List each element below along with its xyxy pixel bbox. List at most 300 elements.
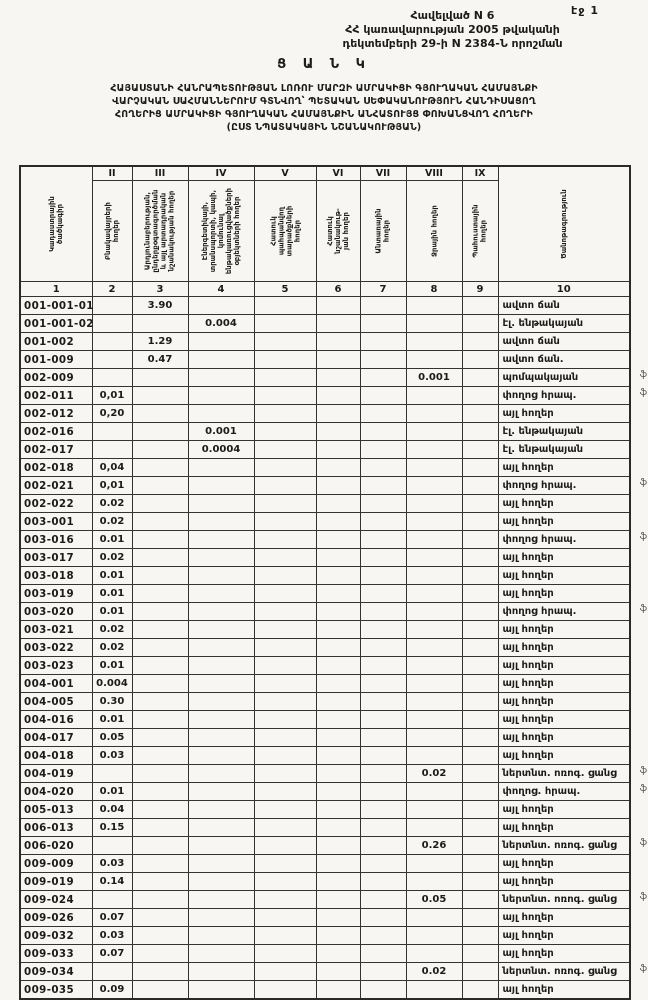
area-value-cell-c9	[462, 693, 498, 711]
area-value-cell-c3	[132, 513, 188, 531]
area-value-cell-c9	[462, 981, 498, 1000]
area-value-cell-c3	[132, 621, 188, 639]
note-text: փողոց հրապ.	[502, 390, 577, 401]
col-header-c3	[132, 181, 188, 282]
area-value-cell-c4	[188, 333, 254, 351]
cadastral-code-cell: 003-022	[20, 639, 92, 657]
table-row	[20, 855, 630, 873]
area-value-cell-c7	[360, 459, 406, 477]
area-value-cell-c7	[360, 819, 406, 837]
col-header-c8-label: Ջրային հողեր	[429, 205, 438, 257]
col-header-c6-label: Հատուկ նշանակութ- յան հողեր	[325, 208, 351, 254]
note-cell	[498, 585, 630, 603]
area-value-cell-c5	[254, 657, 316, 675]
note-cell	[498, 477, 646, 495]
col-header-c9-label: Պահուստային հողեր	[471, 204, 489, 258]
table-row	[20, 423, 630, 441]
table-row	[20, 891, 630, 909]
area-value-cell-c2: 0.07	[92, 909, 132, 927]
handwritten-margin-mark: ֆ	[639, 370, 646, 380]
area-value-cell-c4	[188, 513, 254, 531]
header-digit-row	[20, 282, 630, 297]
note-cell	[498, 819, 630, 837]
area-value-cell-c6	[316, 333, 360, 351]
note-cell	[498, 603, 646, 621]
cadastral-code-cell: 003-016	[20, 531, 92, 549]
area-value-cell-c5	[254, 513, 316, 531]
cadastral-code-cell: 003-020	[20, 603, 92, 621]
table-row	[20, 405, 630, 423]
area-value-cell-c3	[132, 585, 188, 603]
area-value-cell-c9	[462, 297, 498, 315]
col-header-c8	[406, 181, 462, 282]
area-value-cell-c7	[360, 963, 406, 981]
area-value-cell-c5	[254, 459, 316, 477]
area-value-cell-c9	[462, 819, 498, 837]
area-value-cell-c2: 0.05	[92, 729, 132, 747]
table-row	[20, 477, 630, 495]
area-value-cell-c3	[132, 657, 188, 675]
cadastral-code-cell: 004-018	[20, 747, 92, 765]
table-row	[20, 333, 630, 351]
area-value-cell-c7	[360, 333, 406, 351]
area-value-cell-c3	[132, 675, 188, 693]
note-text: այլ հողեր	[502, 930, 554, 941]
note-cell	[498, 693, 630, 711]
area-value-cell-c8	[406, 801, 462, 819]
col-index-4: 4	[188, 282, 254, 297]
area-value-cell-c7	[360, 369, 406, 387]
table-row	[20, 945, 630, 963]
note-text: այլ հողեր	[502, 696, 554, 707]
area-value-cell-c6	[316, 369, 360, 387]
table-row	[20, 603, 630, 621]
note-text: այլ հողեր	[502, 408, 554, 419]
note-text: այլ հողեր	[502, 588, 554, 599]
note-cell	[498, 891, 646, 909]
area-value-cell-c4: 0.004	[188, 315, 254, 333]
cadastral-code-cell: 009-026	[20, 909, 92, 927]
area-value-cell-c7	[360, 981, 406, 1000]
col-header-c7	[360, 181, 406, 282]
area-value-cell-c2: 0.30	[92, 693, 132, 711]
col-header-code-label: Կադաստրային ծածկագիր	[48, 196, 65, 252]
handwritten-margin-mark: ֆ	[639, 388, 646, 398]
area-value-cell-c9	[462, 423, 498, 441]
table-row	[20, 963, 630, 981]
area-value-cell-c7	[360, 549, 406, 567]
area-value-cell-c4	[188, 603, 254, 621]
col-index-10: 10	[498, 282, 630, 297]
note-cell	[498, 549, 630, 567]
area-value-cell-c6	[316, 513, 360, 531]
area-value-cell-c6	[316, 549, 360, 567]
area-value-cell-c3	[132, 747, 188, 765]
area-value-cell-c9	[462, 711, 498, 729]
area-value-cell-c9	[462, 585, 498, 603]
table-row	[20, 783, 630, 801]
area-value-cell-c8	[406, 711, 462, 729]
area-value-cell-c6	[316, 441, 360, 459]
cadastral-code-cell: 009-019	[20, 873, 92, 891]
note-text: ներտնտ. ոռոգ. ցանց	[502, 768, 617, 779]
area-value-cell-c7	[360, 945, 406, 963]
area-value-cell-c5	[254, 945, 316, 963]
area-value-cell-c8: 0.02	[406, 765, 462, 783]
col-header-c2-label: Բնակավայրերի հողեր	[103, 202, 120, 260]
area-value-cell-c2	[92, 315, 132, 333]
note-cell	[498, 459, 630, 477]
area-value-cell-c6	[316, 873, 360, 891]
cadastral-code-cell: 009-035	[20, 981, 92, 1000]
area-value-cell-c5	[254, 747, 316, 765]
area-value-cell-c2: 0,04	[92, 459, 132, 477]
area-value-cell-c8: 0.05	[406, 891, 462, 909]
area-value-cell-c5	[254, 405, 316, 423]
area-value-cell-c9	[462, 603, 498, 621]
area-value-cell-c2: 0.03	[92, 747, 132, 765]
note-text: ավտո ճան	[502, 300, 560, 311]
col-header-note-wrap	[499, 167, 630, 281]
cadastral-code-cell: 001-001-02	[20, 315, 92, 333]
area-value-cell-c3	[132, 783, 188, 801]
area-value-cell-c3	[132, 945, 188, 963]
area-value-cell-c5	[254, 639, 316, 657]
land-table	[19, 165, 646, 1000]
area-value-cell-c4: 0.0004	[188, 441, 254, 459]
note-cell	[498, 801, 630, 819]
area-value-cell-c4	[188, 693, 254, 711]
area-value-cell-c7	[360, 855, 406, 873]
note-text: փողոց. հրապ.	[502, 786, 581, 797]
area-value-cell-c6	[316, 495, 360, 513]
area-value-cell-c6	[316, 801, 360, 819]
note-text: ներտնտ. ոռոգ. ցանց	[502, 894, 617, 905]
area-value-cell-c8	[406, 441, 462, 459]
area-value-cell-c5	[254, 819, 316, 837]
area-value-cell-c5	[254, 909, 316, 927]
table-row	[20, 819, 630, 837]
area-value-cell-c6	[316, 405, 360, 423]
area-value-cell-c8: 0.02	[406, 963, 462, 981]
area-value-cell-c5	[254, 783, 316, 801]
col-header-c5	[254, 181, 316, 282]
document-subtitle	[24, 82, 624, 134]
area-value-cell-c8	[406, 945, 462, 963]
cadastral-code-cell: 003-017	[20, 549, 92, 567]
note-text: այլ հողեր	[502, 732, 554, 743]
area-value-cell-c9	[462, 639, 498, 657]
note-cell	[498, 945, 630, 963]
table-row	[20, 387, 630, 405]
area-value-cell-c2	[92, 891, 132, 909]
cadastral-code-cell: 004-019	[20, 765, 92, 783]
handwritten-margin-mark: ֆ	[639, 766, 646, 776]
cadastral-code-cell: 002-017	[20, 441, 92, 459]
area-value-cell-c5	[254, 495, 316, 513]
col-numeral-iii: III	[132, 166, 188, 181]
area-value-cell-c7	[360, 513, 406, 531]
table-row	[20, 351, 630, 369]
area-value-cell-c2: 0.004	[92, 675, 132, 693]
area-value-cell-c2: 0.01	[92, 783, 132, 801]
area-value-cell-c9	[462, 459, 498, 477]
table-row	[20, 531, 630, 549]
area-value-cell-c4	[188, 369, 254, 387]
area-value-cell-c8	[406, 477, 462, 495]
area-value-cell-c8	[406, 927, 462, 945]
handwritten-margin-mark: ֆ	[639, 838, 646, 848]
area-value-cell-c4	[188, 963, 254, 981]
area-value-cell-c5	[254, 441, 316, 459]
note-text: այլ հողեր	[502, 804, 554, 815]
table-row	[20, 927, 630, 945]
area-value-cell-c7	[360, 747, 406, 765]
note-text: այլ հողեր	[502, 822, 554, 833]
col-index-2: 2	[92, 282, 132, 297]
area-value-cell-c3	[132, 693, 188, 711]
area-value-cell-c7	[360, 567, 406, 585]
area-value-cell-c6	[316, 459, 360, 477]
area-value-cell-c4	[188, 495, 254, 513]
area-value-cell-c9	[462, 855, 498, 873]
table-row	[20, 513, 630, 531]
area-value-cell-c2: 0.02	[92, 549, 132, 567]
col-header-note	[498, 166, 630, 282]
area-value-cell-c8	[406, 531, 462, 549]
cadastral-code-cell: 003-023	[20, 657, 92, 675]
area-value-cell-c2: 0.02	[92, 621, 132, 639]
area-value-cell-c8	[406, 675, 462, 693]
area-value-cell-c5	[254, 891, 316, 909]
area-value-cell-c8: 0.001	[406, 369, 462, 387]
area-value-cell-c8	[406, 819, 462, 837]
area-value-cell-c8	[406, 585, 462, 603]
cadastral-code-cell: 009-024	[20, 891, 92, 909]
document-title: Ց Ա Ն Կ	[277, 57, 371, 72]
area-value-cell-c2: 0.03	[92, 855, 132, 873]
area-value-cell-c4	[188, 981, 254, 1000]
area-value-cell-c2	[92, 297, 132, 315]
area-value-cell-c6	[316, 297, 360, 315]
area-value-cell-c2: 0.15	[92, 819, 132, 837]
area-value-cell-c2: 0.04	[92, 801, 132, 819]
col-header-c3-wrap	[133, 181, 188, 281]
table-row	[20, 297, 630, 315]
col-header-c4-label: Էներգետիկայի, տրանսպորտի, կապի, կոմունալ ենթակառուցվածքների օբյեկտների հողեր	[200, 187, 242, 275]
cadastral-code-cell: 006-013	[20, 819, 92, 837]
area-value-cell-c5	[254, 315, 316, 333]
area-value-cell-c9	[462, 945, 498, 963]
area-value-cell-c6	[316, 657, 360, 675]
area-value-cell-c2	[92, 765, 132, 783]
note-text: էլ. ենթակայան	[502, 444, 584, 455]
area-value-cell-c8	[406, 315, 462, 333]
area-value-cell-c3	[132, 891, 188, 909]
area-value-cell-c3	[132, 963, 188, 981]
area-value-cell-c2: 0.01	[92, 531, 132, 549]
area-value-cell-c7	[360, 423, 406, 441]
area-value-cell-c2: 0.01	[92, 585, 132, 603]
area-value-cell-c9	[462, 963, 498, 981]
area-value-cell-c5	[254, 729, 316, 747]
note-cell	[498, 297, 630, 315]
area-value-cell-c5	[254, 963, 316, 981]
note-text: այլ հողեր	[502, 948, 554, 959]
area-value-cell-c9	[462, 405, 498, 423]
area-value-cell-c6	[316, 423, 360, 441]
area-value-cell-c4	[188, 531, 254, 549]
area-value-cell-c6	[316, 567, 360, 585]
area-value-cell-c3	[132, 855, 188, 873]
area-value-cell-c8	[406, 495, 462, 513]
area-value-cell-c4	[188, 927, 254, 945]
area-value-cell-c7	[360, 657, 406, 675]
area-value-cell-c3	[132, 729, 188, 747]
area-value-cell-c2: 0.01	[92, 603, 132, 621]
area-value-cell-c9	[462, 891, 498, 909]
area-value-cell-c5	[254, 369, 316, 387]
note-cell	[498, 783, 646, 801]
note-cell	[498, 837, 646, 855]
note-cell	[498, 531, 646, 549]
table-row	[20, 369, 630, 387]
area-value-cell-c4	[188, 585, 254, 603]
area-value-cell-c9	[462, 513, 498, 531]
handwritten-margin-mark: ֆ	[639, 532, 646, 542]
table-row	[20, 747, 630, 765]
area-value-cell-c3: 1.29	[132, 333, 188, 351]
col-header-c9-wrap	[463, 181, 498, 281]
table-row	[20, 693, 630, 711]
col-index-6: 6	[316, 282, 360, 297]
table-row	[20, 621, 630, 639]
area-value-cell-c4	[188, 801, 254, 819]
col-numeral-viii: VIII	[406, 166, 462, 181]
area-value-cell-c9	[462, 333, 498, 351]
col-header-c6-wrap	[317, 181, 360, 281]
area-value-cell-c5	[254, 531, 316, 549]
area-value-cell-c8: 0.26	[406, 837, 462, 855]
area-value-cell-c5	[254, 387, 316, 405]
area-value-cell-c5	[254, 873, 316, 891]
annex-line-3: դեկտեմբերի 29-ի N 2384-Ն որոշման	[342, 37, 563, 50]
area-value-cell-c6	[316, 711, 360, 729]
area-value-cell-c6	[316, 981, 360, 1000]
area-value-cell-c4: 0.001	[188, 423, 254, 441]
area-value-cell-c7	[360, 837, 406, 855]
area-value-cell-c4	[188, 729, 254, 747]
area-value-cell-c9	[462, 927, 498, 945]
cadastral-code-cell: 003-018	[20, 567, 92, 585]
area-value-cell-c7	[360, 693, 406, 711]
area-value-cell-c9	[462, 837, 498, 855]
area-value-cell-c2: 0,20	[92, 405, 132, 423]
area-value-cell-c8	[406, 621, 462, 639]
area-value-cell-c9	[462, 567, 498, 585]
area-value-cell-c4	[188, 387, 254, 405]
note-text: այլ հողեր	[502, 984, 554, 995]
cadastral-code-cell: 002-016	[20, 423, 92, 441]
cadastral-code-cell: 004-016	[20, 711, 92, 729]
area-value-cell-c5	[254, 603, 316, 621]
area-value-cell-c5	[254, 621, 316, 639]
area-value-cell-c3: 0.47	[132, 351, 188, 369]
area-value-cell-c9	[462, 531, 498, 549]
area-value-cell-c2	[92, 369, 132, 387]
col-header-c7-label: Անտառային հողեր	[374, 208, 392, 254]
area-value-cell-c8	[406, 639, 462, 657]
note-cell	[498, 747, 630, 765]
area-value-cell-c7	[360, 621, 406, 639]
col-header-c5-wrap	[255, 181, 316, 281]
area-value-cell-c5	[254, 585, 316, 603]
area-value-cell-c8	[406, 909, 462, 927]
area-value-cell-c6	[316, 387, 360, 405]
area-value-cell-c2: 0.07	[92, 945, 132, 963]
note-text: այլ հողեր	[502, 714, 554, 725]
area-value-cell-c8	[406, 657, 462, 675]
area-value-cell-c5	[254, 711, 316, 729]
area-value-cell-c9	[462, 495, 498, 513]
area-value-cell-c2	[92, 423, 132, 441]
area-value-cell-c4	[188, 459, 254, 477]
col-index-1: 1	[20, 282, 92, 297]
cadastral-code-cell: 009-032	[20, 927, 92, 945]
area-value-cell-c6	[316, 909, 360, 927]
cadastral-code-cell: 002-022	[20, 495, 92, 513]
area-value-cell-c3	[132, 441, 188, 459]
area-value-cell-c4	[188, 567, 254, 585]
handwritten-margin-mark: ֆ	[639, 604, 646, 614]
area-value-cell-c3	[132, 837, 188, 855]
area-value-cell-c3	[132, 495, 188, 513]
area-value-cell-c9	[462, 369, 498, 387]
cadastral-code-cell: 009-034	[20, 963, 92, 981]
note-text: փողոց հրապ.	[502, 480, 577, 491]
area-value-cell-c5	[254, 927, 316, 945]
note-text: այլ հողեր	[502, 552, 554, 563]
note-text: այլ հողեր	[502, 624, 554, 635]
subtitle-line-2: ՎԱՐՉԱԿԱՆ ՍԱՀՄԱՆՆԵՐՈՒՄ ԳՏՆՎՈՂ՝ ՊԵՏԱԿԱՆ ՍԵՓԱԿԱՆՈՒԹՅՈՒՆ ՀԱՆԴԻՍԱՑՈՂ	[112, 96, 536, 107]
area-value-cell-c3	[132, 765, 188, 783]
note-text: այլ հողեր	[502, 912, 554, 923]
annex-line-1: Հավելված N 6	[410, 9, 495, 22]
annex-reference	[295, 9, 610, 51]
col-numeral-vii: VII	[360, 166, 406, 181]
col-header-c5-label: Հատուկ պահպանվող տարածքների հողեր	[268, 205, 302, 257]
note-text: այլ հողեր	[502, 750, 554, 761]
col-numeral-ii: II	[92, 166, 132, 181]
area-value-cell-c2	[92, 837, 132, 855]
area-value-cell-c3	[132, 423, 188, 441]
col-header-c7-wrap	[361, 181, 406, 281]
area-value-cell-c7	[360, 477, 406, 495]
area-value-cell-c5	[254, 765, 316, 783]
note-text: ավտո ճան.	[502, 354, 564, 365]
col-numeral-iv: IV	[188, 166, 254, 181]
area-value-cell-c3	[132, 819, 188, 837]
note-text: փողոց հրապ.	[502, 606, 577, 617]
note-cell	[498, 441, 630, 459]
note-cell	[498, 927, 630, 945]
cadastral-code-cell: 002-009	[20, 369, 92, 387]
area-value-cell-c4	[188, 297, 254, 315]
area-value-cell-c3	[132, 981, 188, 1000]
area-value-cell-c3	[132, 711, 188, 729]
note-text: ավտո ճան	[502, 336, 560, 347]
area-value-cell-c7	[360, 639, 406, 657]
